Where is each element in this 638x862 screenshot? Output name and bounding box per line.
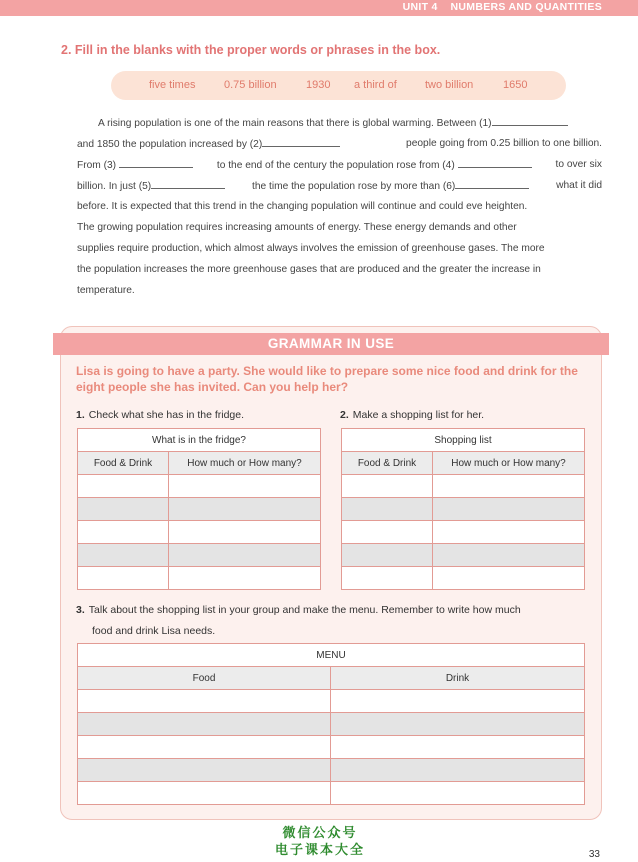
answer-blank-2[interactable] <box>262 137 340 147</box>
page-number: 33 <box>588 849 600 860</box>
exercise-number: 2. <box>61 43 72 57</box>
table-row <box>78 736 585 759</box>
passage-line: the population increases the more greenhouse gases that are produced and the greater the increase in <box>77 264 541 275</box>
answer-blank-4[interactable] <box>458 158 532 168</box>
exercise-instruction: Fill in the blanks with the proper words or phrases in the box. <box>74 43 441 57</box>
fridge-col-quantity: How much or How many? <box>169 452 321 475</box>
passage-line: and 1850 the population increased by (2) people going from 0.25 billion to one billion. <box>77 138 602 150</box>
answer-blank-6[interactable] <box>455 179 529 189</box>
table-row <box>78 690 585 713</box>
word-option: 0.75 billion <box>224 79 277 91</box>
answer-blank-3[interactable] <box>119 158 193 168</box>
watermark: 微信公众号 电子课本大全 <box>274 826 365 858</box>
word-box <box>111 71 566 100</box>
menu-col-drink: Drink <box>331 667 585 690</box>
table-row <box>342 498 585 521</box>
unit-title: UNIT 4 NUMBERS AND QUANTITIES <box>402 1 602 13</box>
word-option: five times <box>149 79 196 91</box>
shopping-list-caption: Shopping list <box>342 429 585 452</box>
task-3: 3. Talk about the shopping list in your group and make the menu. Remember to write how much <box>76 604 521 616</box>
menu-caption: MENU <box>78 644 585 667</box>
table-row <box>342 567 585 590</box>
table-row <box>342 475 585 498</box>
word-option: two billion <box>425 79 474 91</box>
passage-line: before. It is expected that this trend in the changing population will continue and could eve heighten. <box>77 201 528 212</box>
passage-line: A rising population is one of the main reasons that there is global warming. Between (1) <box>77 116 602 130</box>
passage <box>77 116 602 296</box>
word-option: 1930 <box>306 79 331 91</box>
table-row <box>78 759 585 782</box>
table-row <box>342 544 585 567</box>
task-1: 1. Check what she has in the fridge. <box>76 409 245 421</box>
task-2: 2. Make a shopping list for her. <box>340 409 485 421</box>
menu-col-food: Food <box>78 667 331 690</box>
answer-blank-1[interactable] <box>492 116 568 126</box>
table-row <box>78 782 585 805</box>
shopping-col-food: Food & Drink <box>342 452 433 475</box>
table-row <box>78 567 321 590</box>
word-option: 1650 <box>503 79 528 91</box>
passage-line: From (3) to the end of the century the population rose from (4) to over six <box>77 159 602 171</box>
passage-line: supplies require production, which almost always involves the emission of greenhouse gases. The more <box>77 243 545 254</box>
menu-table <box>77 643 585 805</box>
fridge-col-food: Food & Drink <box>78 452 169 475</box>
shopping-col-quantity: How much or How many? <box>433 452 585 475</box>
grammar-title: GRAMMAR IN USE <box>267 336 395 351</box>
passage-line: billion. In just (5) the time the population rose by more than (6) what it did <box>77 180 602 192</box>
exercise-2-heading <box>61 43 440 57</box>
table-row <box>78 713 585 736</box>
table-row <box>78 544 321 567</box>
fridge-table-caption: What is in the fridge? <box>78 429 321 452</box>
table-row <box>78 475 321 498</box>
task-3-continued: food and drink Lisa needs. <box>92 625 216 637</box>
grammar-intro: Lisa is going to have a party. She would like to prepare some nice food and drink for the eight people she has invited. Can you help her? <box>76 364 578 394</box>
shopping-list-table <box>341 428 585 590</box>
word-option: a third of <box>354 79 397 91</box>
table-row <box>78 498 321 521</box>
table-row <box>78 521 321 544</box>
fridge-table <box>77 428 321 590</box>
passage-line: The growing population requires increasing amounts of energy. These energy demands and other <box>77 222 517 233</box>
passage-line: temperature. <box>77 285 135 296</box>
answer-blank-5[interactable] <box>151 179 225 189</box>
table-row <box>342 521 585 544</box>
